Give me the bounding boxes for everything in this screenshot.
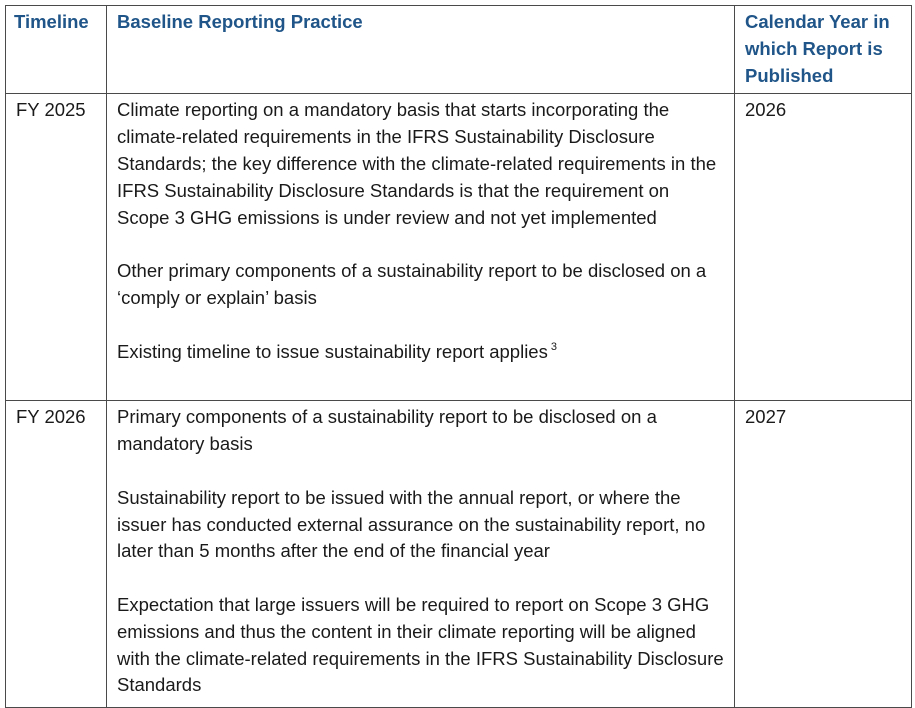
year-header: Calendar Year in which Report is Published: [735, 6, 912, 94]
table-row: [6, 401, 912, 708]
year-cell: 2027: [735, 401, 912, 708]
practice-paragraph-text: Existing timeline to issue sustainability report applies: [117, 340, 548, 362]
table-row: [6, 94, 912, 401]
timeline-cell: FY 2026: [6, 401, 107, 708]
practice-paragraph: [117, 339, 726, 366]
practice-paragraph: Climate reporting on a mandatory basis that starts incorporating the climate-related requirements in the IFRS Sustainability Disclosure Standards; the key difference with the climate-related requirements in the IFRS Sustainability Disclosure Standards is that the requirement on Scope 3 GHG emissions is under review and not yet implemented: [117, 99, 717, 228]
practice-cell: [107, 94, 735, 401]
year-cell: 2026: [735, 94, 912, 401]
practice-paragraph: Primary components of a sustainability report to be disclosed on a mandatory basis: [117, 406, 657, 455]
practice-paragraph: Expectation that large issuers will be required to report on Scope 3 GHG emissions and thus the content in their climate reporting will be aligned with the climate-related requirements in the IFRS Sustainability Disclosure Standards: [117, 593, 724, 696]
practice-cell: [107, 401, 735, 708]
table-header-row: [6, 6, 912, 94]
timeline-cell: FY 2025: [6, 94, 107, 401]
footnote-marker: 3: [550, 340, 557, 353]
practice-header: Baseline Reporting Practice: [107, 6, 735, 94]
reporting-timeline-table: [5, 5, 912, 708]
timeline-header: Timeline: [6, 6, 107, 94]
practice-paragraph: Other primary components of a sustainability report to be disclosed on a ‘comply or explain’ basis: [117, 260, 707, 308]
practice-paragraph: Sustainability report to be issued with the annual report, or where the issuer has conducted external assurance on the sustainability report, no later than 5 months after the end of the financial year: [117, 486, 706, 562]
